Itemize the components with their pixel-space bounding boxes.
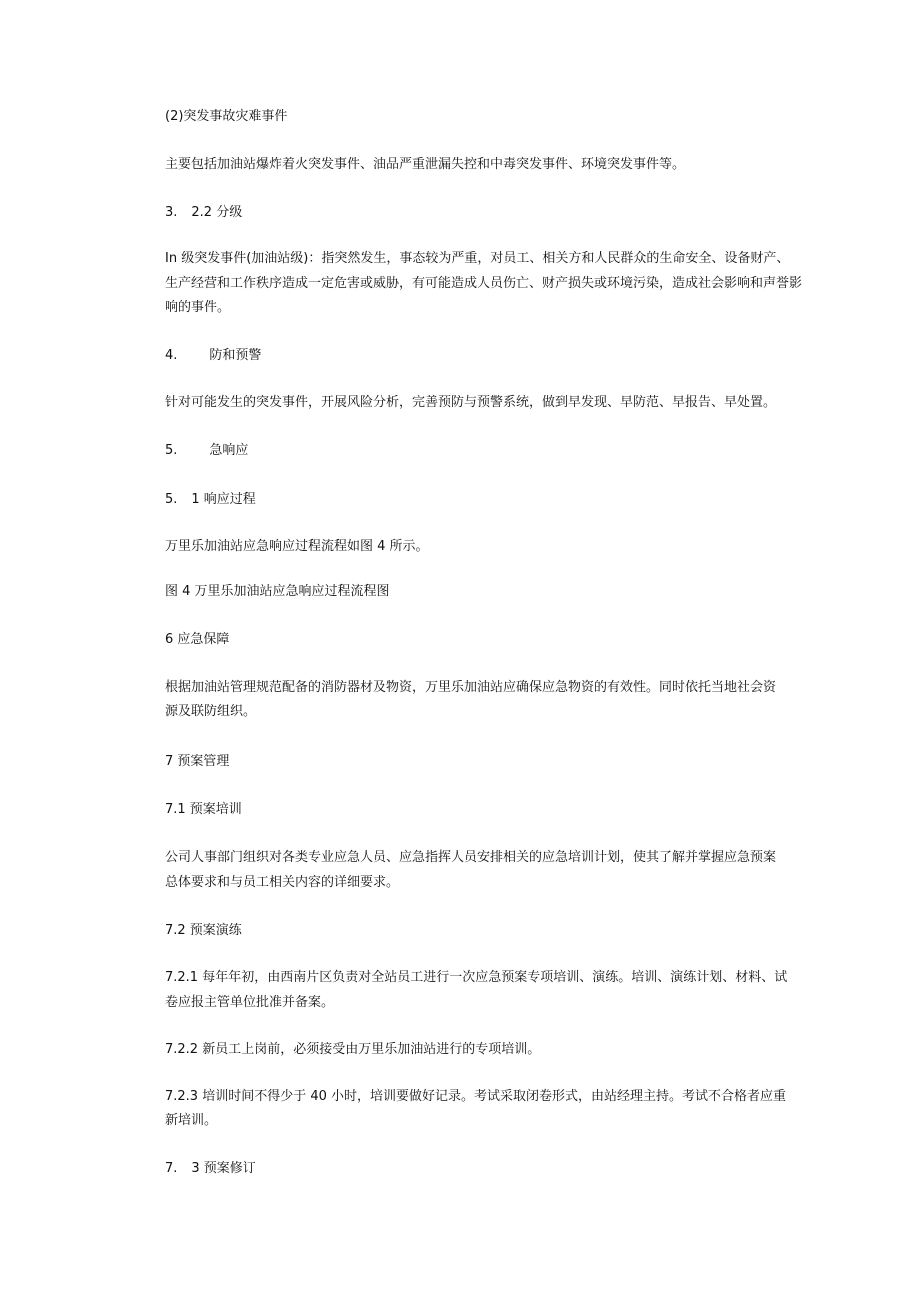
heading-emergency-support: 6 应急保障 [165, 632, 230, 647]
paragraph-accident-scope: 主要包括加油站爆炸着火突发事件、油品严重泄漏失控和中毒突发事件、环境突发事件等。 [165, 157, 686, 172]
paragraph-support-line-1: 根据加油站管理规范配备的消防器材及物资，万里乐加油站应确保应急物资的有效性。同时依托当地社会资 [165, 680, 777, 695]
paragraph-training-hours-line-2: 新培训。 [165, 1113, 218, 1128]
paragraph-training-line-1: 公司人事部门组织对各类专业应急人员、应急指挥人员安排相关的应急培训计划，使其了解并掌握应急预案 [165, 850, 777, 865]
heading-prevention-warning [165, 347, 261, 365]
section-title: 防和预警 [209, 348, 262, 363]
heading-response-process [165, 491, 256, 509]
section-number: 3. [165, 205, 178, 220]
section-number: 5. [165, 492, 178, 507]
paragraph-level-definition-line-1: In 级突发事件(加油站级)：指突然发生，事态较为严重，对员工、相关方和人民群众的生命安全、设备财产、 [165, 251, 790, 266]
paragraph-response-flow: 万里乐加油站应急响应过程流程如图 4 所示。 [165, 539, 429, 554]
section-title: 急响应 [209, 443, 249, 458]
paragraph-level-definition-line-2: 生产经营和工作秩序造成一定危害或威胁，有可能造成人员伤亡、财产损失或环境污染，造成社会影响和声誉影 [165, 276, 803, 291]
heading-plan-training: 7.1 预案培训 [165, 802, 242, 817]
heading-emergency-accident: (2)突发事故灾难事件 [165, 109, 288, 124]
paragraph-support-line-2: 源及联防组织。 [165, 704, 257, 719]
heading-plan-management: 7 预案管理 [165, 754, 230, 769]
paragraph-training-line-2: 总体要求和与员工相关内容的详细要求。 [165, 875, 400, 890]
section-title: 3 预案修订 [191, 1161, 256, 1176]
figure-caption: 图 4 万里乐加油站应急响应过程流程图 [165, 584, 390, 599]
heading-classification [165, 204, 242, 222]
paragraph-drill-annual-line-1: 7.2.1 每年年初，由西南片区负责对全站员工进行一次应急预案专项培训、演练。培训、演练计划、材料、试 [165, 970, 788, 985]
heading-emergency-response [165, 442, 248, 460]
paragraph-drill-annual-line-2: 卷应报主管单位批准并备案。 [165, 995, 335, 1010]
heading-plan-revision [165, 1160, 256, 1178]
section-title: 1 响应过程 [191, 492, 256, 507]
paragraph-level-definition-line-3: 响的事件。 [165, 300, 231, 315]
paragraph-training-hours-line-1: 7.2.3 培训时间不得少于 40 小时，培训要做好记录。考试采取闭卷形式，由站经理主持。考试不合格者应重 [165, 1089, 787, 1104]
paragraph-prevention: 针对可能发生的突发事件，开展风险分析，完善预防与预警系统，做到早发现、早防范、早报告、早处置。 [165, 395, 777, 410]
heading-plan-drill: 7.2 预案演练 [165, 923, 242, 938]
section-number: 5. [165, 443, 178, 458]
section-title: 2.2 分级 [191, 205, 243, 220]
paragraph-new-staff-training: 7.2.2 新员工上岗前，必须接受由万里乐加油站进行的专项培训。 [165, 1042, 541, 1057]
section-number: 4. [165, 348, 178, 363]
section-number: 7. [165, 1161, 178, 1176]
